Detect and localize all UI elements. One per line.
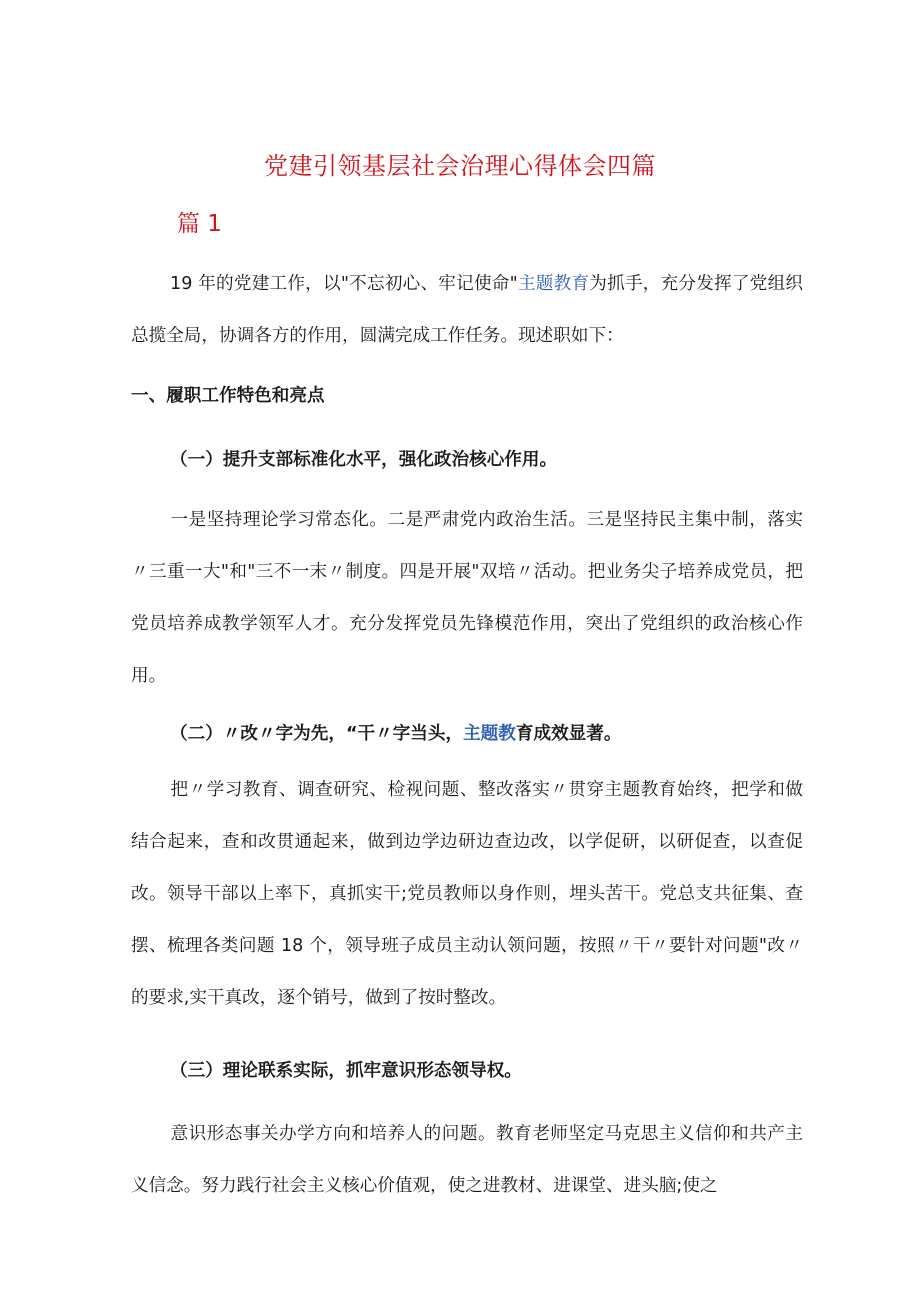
subsection-heading-2	[170, 720, 621, 745]
heading-2-text-b: 育成效显著。	[515, 724, 622, 744]
paragraph-intro	[131, 258, 803, 362]
theme-education-link-2[interactable]: 主题教	[463, 724, 516, 744]
subsection-heading-1: （一）提升支部标准化水平，强化政治核心作用。	[170, 450, 558, 470]
chapter-heading: 篇 1	[177, 211, 222, 237]
document-title: 党建引领基层社会治理心得体会四篇	[264, 152, 656, 180]
ideology-text: 意识形态事关办学方向和培养人的问题。教育老师坚定马克思主义信仰和共产主义信念。努力践行社会主义核心价值观，使之进教材、进课堂、进头脑;使之	[131, 1124, 803, 1196]
intro-text-b: 为抓手，充分发挥了党组织总揽全局，协调各方的作用，圆满完成工作任务。现述职如下：	[131, 274, 803, 346]
rectification-text: 把〃学习教育、调查研究、检视问题、整改落实〃贯穿主题教育始终，把学和做结合起来，查和改贯通起来，做到边学边研边查边改，以学促研，以研促查，以查促改。领导干部以上率下，真抓实干;党员教师以身作则，埋头苦干。党总支共征集、查摆、梳理各类问题 18 个，领导班子成员主动认领问题，按照〃干〃要针对问题"改〃的要求,实干真改，逐个销号，做到了按时整改。	[131, 780, 803, 1008]
standardization-text: 一是坚持理论学习常态化。二是严肃党内政治生活。三是坚持民主集中制，落实〃三重一大"和"三不一末〃制度。四是开展"双培〃活动。把业务尖子培养成党员，把党员培养成教学领军人才。充分发挥党员先锋模范作用，突出了党组织的政治核心作用。	[131, 510, 803, 686]
paragraph-ideology	[131, 1108, 803, 1212]
subsection-heading-3: （三）理论联系实际，抓牢意识形态领导权。	[170, 1061, 522, 1081]
theme-education-link[interactable]: 主题教育	[517, 274, 590, 294]
section-heading-1: 一、履职工作特色和亮点	[131, 386, 325, 406]
paragraph-standardization	[131, 494, 803, 702]
paragraph-rectification	[131, 764, 803, 1024]
heading-2-text-a: （二）〃改〃字为先，“干〃字当头，	[170, 724, 464, 744]
intro-text-a: 19 年的党建工作，以"不忘初心、牢记使命"	[170, 274, 518, 294]
